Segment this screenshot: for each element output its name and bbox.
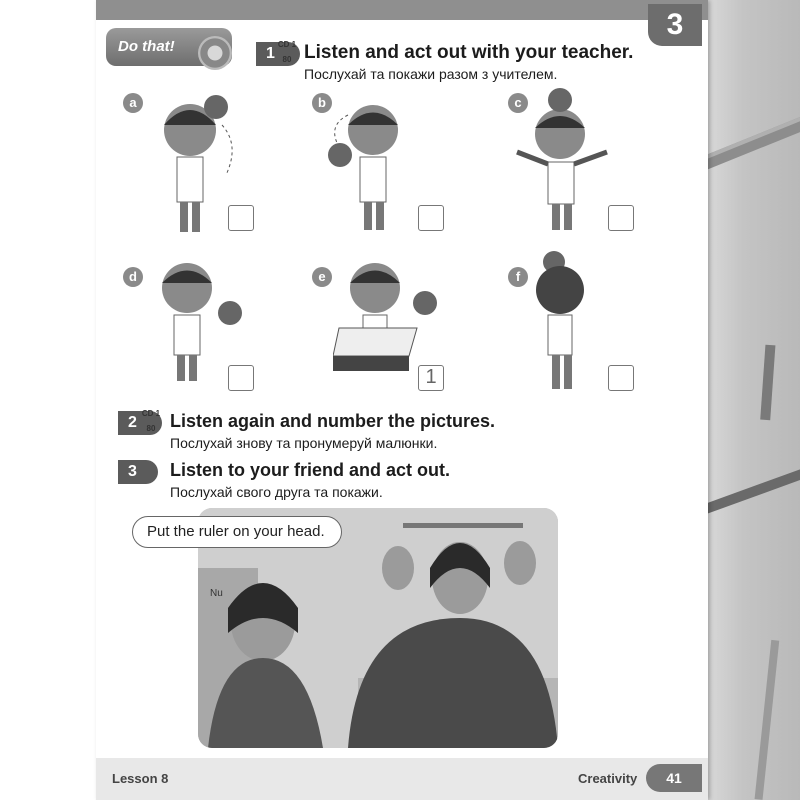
pencils-illustration (705, 0, 800, 800)
track-number: 80 (146, 424, 156, 433)
picture-label-c: c (508, 93, 528, 113)
cd-label: CD 1 (141, 409, 161, 418)
number-box-a[interactable] (228, 205, 254, 231)
picture-label-e: e (312, 267, 332, 287)
exercise-2-title: Listen again and number the pictures. (170, 411, 496, 431)
picture-label-d: d (123, 267, 143, 287)
picture-label-a: a (123, 93, 143, 113)
page-number: 41 (646, 764, 702, 792)
child-figure-f (530, 245, 610, 395)
footer-lesson: Lesson 8 (112, 771, 169, 786)
number-box-c[interactable] (608, 205, 634, 231)
desk-surface (705, 0, 800, 800)
exercise-2-number: 2 (118, 411, 162, 435)
exercise-1-subtitle: Послухай та покажи разом з учителем. (304, 66, 558, 82)
speech-bubble: Put the ruler on your head. (132, 516, 342, 548)
exercise-3-number: 3 (118, 460, 158, 484)
unit-number-tab: 3 (648, 4, 702, 46)
picture-label-f: f (508, 267, 528, 287)
exercise-3-subtitle: Послухай свого друга та покажи. (170, 484, 383, 500)
footer-section: Creativity (578, 771, 638, 786)
gear-icon (198, 36, 232, 70)
exercise-1-cd (276, 40, 298, 64)
exercise-2-cd (140, 409, 162, 433)
picture-label-b: b (312, 93, 332, 113)
number-box-e[interactable]: 1 (418, 365, 444, 391)
number-box-b[interactable] (418, 205, 444, 231)
number-box-f[interactable] (608, 365, 634, 391)
do-that-badge: Do that! (106, 28, 232, 66)
track-number: 80 (282, 55, 292, 64)
top-band (96, 0, 708, 20)
exercise-1-number: 1 (256, 42, 300, 66)
child-figure-e (333, 258, 443, 373)
child-figure-b (318, 95, 418, 235)
exercise-1-title: Listen and act out with your teacher. (304, 42, 634, 63)
exercise-3-title: Listen to your friend and act out. (170, 460, 451, 480)
wall-sign-text: Nu (210, 588, 223, 599)
cd-label: CD 1 (277, 40, 297, 49)
number-box-d[interactable] (228, 365, 254, 391)
exercise-2-subtitle: Послухай знову та пронумеруй малюнки. (170, 435, 438, 451)
